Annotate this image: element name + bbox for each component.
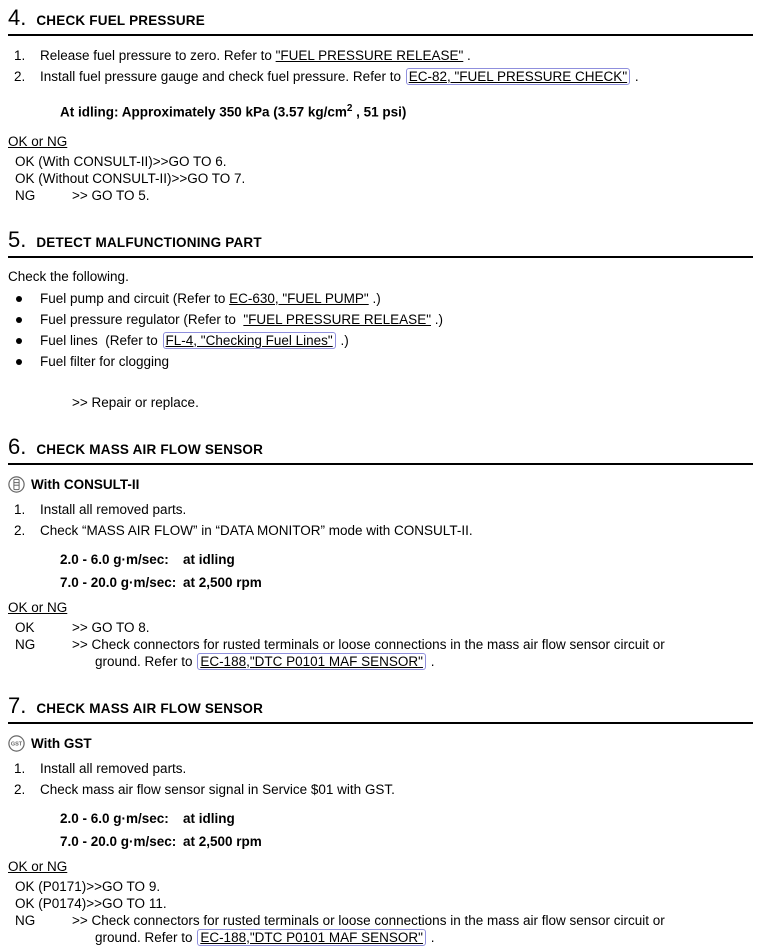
result-line (8, 636, 753, 670)
result-list (8, 619, 753, 670)
superscript: 2 (346, 103, 353, 114)
result-text-line: >> Check connectors for rusted terminals or loose connections in the mass air flow sensor circuit or (72, 912, 665, 928)
result-line (8, 912, 753, 946)
section-check-fuel-pressure (8, 6, 753, 204)
step-item (8, 779, 753, 800)
with-consult-ii-subhead (8, 475, 753, 495)
spec-row (8, 807, 753, 830)
step-item (8, 520, 753, 541)
fl-4-checking-fuel-lines-link[interactable]: FL-4, "Checking Fuel Lines" (163, 332, 336, 349)
bullet-item (8, 288, 753, 309)
bullet-icon (16, 288, 40, 309)
ec-82-fuel-pressure-check-link[interactable]: EC-82, "FUEL PRESSURE CHECK" (406, 68, 630, 85)
step-item (8, 499, 753, 520)
bullet-text: Fuel filter for clogging (40, 353, 170, 369)
result-line (8, 619, 753, 636)
spec-table (8, 807, 753, 853)
result-label: NG (15, 187, 36, 203)
bullet-text: Fuel pump and circuit (Refer to EC-630, "FUEL PUMP" .) (40, 290, 381, 306)
step-text: Install all removed parts. (40, 501, 187, 517)
step-text: Check mass air flow sensor signal in Service $01 with GST. (40, 781, 395, 797)
spec-value: At idling: Approximately 350 kPa (3.57 $kg/cm^2$ , 51 psi) (60, 103, 407, 120)
result-label: NG (15, 636, 36, 652)
bullet-text: Fuel lines (Refer to FL-4, "Checking Fuel Lines" .) (40, 332, 349, 348)
result-action: >> GO TO 8. (72, 619, 150, 635)
step-item (8, 45, 753, 66)
spec-range: 7.0 - 20.0 g·m/sec: (60, 574, 177, 590)
bullet-icon (16, 330, 40, 351)
step-number: 1. (14, 501, 26, 517)
fuel-pressure-release-link[interactable]: "FUEL PRESSURE RELEASE" (243, 311, 431, 327)
section-title: DETECT MALFUNCTIONING PART (36, 234, 262, 250)
result-list (8, 878, 753, 946)
result-label: OK (15, 619, 35, 635)
step-number: 2. (14, 69, 26, 84)
spec-range: 2.0 - 6.0 g·m/sec: (60, 551, 169, 567)
section-heading (8, 6, 753, 36)
spec-table (8, 548, 753, 594)
section-number: 7. (8, 692, 27, 718)
bullet-icon (16, 309, 40, 330)
bullet-item (8, 351, 753, 372)
section-heading (8, 228, 753, 258)
step-list (8, 758, 753, 800)
step-text: Install fuel pressure gauge and check fuel pressure. Refer to EC-82, "FUEL PRESSURE CHECK" . (40, 69, 639, 84)
step-number: 1. (14, 48, 26, 63)
spec-range: 2.0 - 6.0 g·m/sec: (60, 810, 169, 826)
step-number: 2. (14, 522, 26, 538)
section-number: 6. (8, 433, 27, 459)
ec-630-fuel-pump-link[interactable]: EC-630, "FUEL PUMP" (229, 290, 369, 306)
step-item (8, 758, 753, 779)
spec-row (8, 548, 753, 571)
result-label: NG (15, 912, 36, 928)
section-title: CHECK FUEL PRESSURE (36, 13, 205, 28)
spec-condition: at 2,500 rpm (183, 833, 262, 849)
step-text: Install all removed parts. (40, 760, 187, 776)
bullet-item (8, 330, 753, 351)
result-action (72, 912, 753, 946)
bullet-item (8, 309, 753, 330)
step-text: Release fuel pressure to zero. Refer to "FUEL PRESSURE RELEASE" . (40, 48, 471, 63)
spec-condition: at 2,500 rpm (183, 574, 262, 590)
bullet-icon (16, 351, 40, 372)
spec-row (8, 830, 753, 853)
subhead-label: With CONSULT-II (31, 476, 140, 492)
section-check-maf-sensor-consult (8, 435, 753, 670)
result-line (8, 187, 753, 204)
subhead-label: With GST (31, 735, 92, 751)
ec-188-dtc-p0101-maf-sensor-link[interactable]: EC-188,"DTC P0101 MAF SENSOR" (197, 653, 426, 670)
fuel-pressure-release-link[interactable]: "FUEL PRESSURE RELEASE" (275, 48, 464, 63)
step-list (8, 499, 753, 541)
result-line: OK (P0174)>>GO TO 11. (15, 895, 167, 911)
intro-text: Check the following. (8, 268, 129, 284)
section-heading (8, 694, 753, 724)
step-text: Check “MASS AIR FLOW” in “DATA MONITOR” mode with CONSULT-II. (40, 522, 473, 538)
result-text-line: >> Check connectors for rusted terminals or loose connections in the mass air flow sensor circuit or (72, 636, 665, 652)
with-gst-subhead (8, 734, 753, 754)
result-list (8, 153, 753, 204)
bullet-text: Fuel pressure regulator (Refer to "FUEL PRESSURE RELEASE" .) (40, 311, 443, 327)
step-item (8, 66, 753, 87)
result-line: OK (P0171)>>GO TO 9. (15, 878, 161, 894)
spec-condition: at idling (183, 810, 235, 826)
result-action: >> GO TO 5. (72, 187, 150, 203)
section-number: 5. (8, 226, 27, 252)
step-number: 2. (14, 781, 26, 797)
ok-or-ng-label: OK or NG (8, 133, 68, 149)
svg-text:GST: GST (10, 741, 23, 748)
spec-row (8, 571, 753, 594)
section-title: CHECK MASS AIR FLOW SENSOR (36, 441, 264, 457)
spec-range: 7.0 - 20.0 g·m/sec: (60, 833, 177, 849)
bullet-list (8, 288, 753, 372)
result-text-line: ground. Refer to EC-188,"DTC P0101 MAF SENSOR" . (95, 653, 435, 669)
ec-188-dtc-p0101-maf-sensor-link[interactable]: EC-188,"DTC P0101 MAF SENSOR" (197, 929, 426, 946)
result-text-line: ground. Refer to EC-188,"DTC P0101 MAF SENSOR" . (95, 929, 435, 945)
gst-icon (8, 735, 25, 752)
ok-or-ng-label: OK or NG (8, 858, 68, 874)
section-heading (8, 435, 753, 465)
section-detect-malfunctioning-part (8, 228, 753, 413)
consult-ii-icon (8, 476, 25, 493)
ok-or-ng-label: OK or NG (8, 599, 68, 615)
step-list (8, 45, 753, 87)
action-line: >> Repair or replace. (72, 394, 199, 410)
section-title: CHECK MASS AIR FLOW SENSOR (36, 700, 264, 716)
section-number: 4. (8, 5, 27, 30)
spec-condition: at idling (183, 551, 235, 567)
step-number: 1. (14, 760, 26, 776)
result-line: OK (Without CONSULT-II)>>GO TO 7. (15, 170, 246, 186)
section-check-maf-sensor-gst (8, 694, 753, 946)
result-action (72, 636, 753, 670)
result-line: OK (With CONSULT-II)>>GO TO 6. (15, 153, 227, 169)
